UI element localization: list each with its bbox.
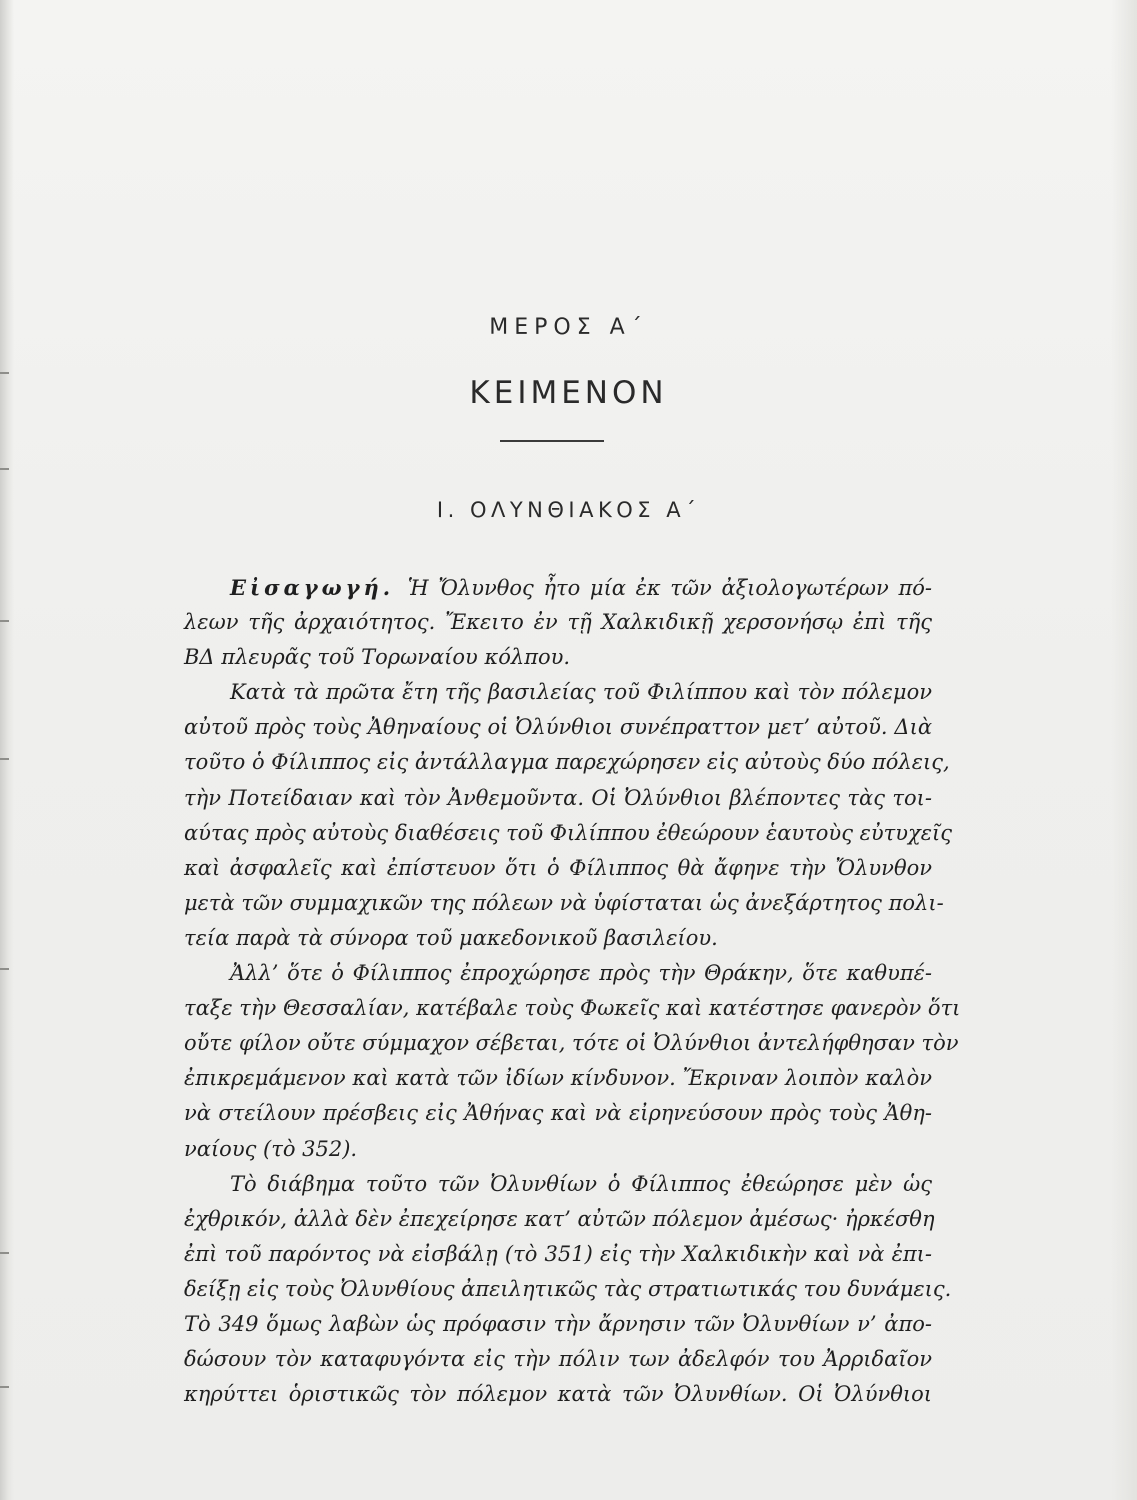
text-line: αύτας πρὸς αὐτοὺς διαθέσεις τοῦ Φιλίππου ἐθεώρουν ἑαυτοὺς εὐτυχεῖς — [184, 820, 953, 845]
binding-stitch — [0, 468, 9, 470]
text-line: οὔτε φίλον οὔτε σύμμαχον σέβεται, τότε οἱ Ὀλύνθιοι ἀντελήφθησαν τὸν — [184, 1031, 959, 1056]
text-line: τοῦτο ὁ Φίλιππος εἰς ἀντάλλαγμα παρεχώρησεν εἰς αὐτοὺς δύο πόλεις, — [184, 750, 950, 775]
text-line: νὰ στείλουν πρέσβεις εἰς Ἀθήνας καὶ νὰ εἰρηνεύσουν πρὸς τοὺς Ἀθη- — [184, 1101, 932, 1126]
text-line: τεία παρὰ τὰ σύνορα τοῦ μακεδονικοῦ βασιλείου. — [184, 925, 718, 950]
intro-label: Εἰσαγωγή. — [230, 575, 395, 600]
text-line-content: Ἡ Ὄλυνθος ἦτο μία ἐκ τῶν ἀξιολογωτέρων πό- — [407, 576, 932, 600]
text-line: Ἀλλ’ ὅτε ὁ Φίλιππος ἐπροχώρησε πρὸς τὴν Θράκην, ὅτε καθυπέ- — [230, 961, 932, 986]
text-line: Τὸ διάβημα τοῦτο τῶν Ὀλυνθίων ὁ Φίλιππος ἐθεώρησε μὲν ὡς — [230, 1171, 932, 1196]
heading-divider — [500, 440, 604, 442]
text-line: τὴν Ποτείδαιαν καὶ τὸν Ἀνθεμοῦντα. Οἱ Ὀλύνθιοι βλέποντες τὰς τοι- — [184, 785, 932, 810]
text-line: λεων τῆς ἀρχαιότητος. Ἔκειτο ἐν τῇ Χαλκιδικῇ χερσονήσῳ ἐπὶ τῆς — [184, 610, 932, 635]
paragraph — [184, 570, 932, 675]
binding-stitch — [0, 968, 9, 970]
text-line: ταξε τὴν Θεσσαλίαν, κατέβαλε τοὺς Φωκεῖς καὶ κατέστησε φανερὸν ὅτι — [184, 996, 961, 1021]
text-line: ναίους (τὸ 352). — [184, 1136, 358, 1161]
paragraph — [184, 675, 953, 956]
text-line: αὐτοῦ πρὸς τοὺς Ἀθηναίους οἱ Ὀλύνθιοι συνέπραττον μετ’ αὐτοῦ. Διὰ — [184, 715, 932, 740]
binding-edge — [0, 0, 14, 1500]
text-line — [184, 570, 932, 605]
section-heading: ΚΕΙΜΕΝΟΝ — [469, 375, 668, 411]
text-line: δώσουν τὸν καταφυγόντα εἰς τὴν πόλιν των ἀδελφόν του Ἀρριδαῖον — [184, 1347, 932, 1372]
part-heading: ΜΕΡΟΣ Α΄ — [489, 315, 648, 340]
text-line: ἐπὶ τοῦ παρόντος νὰ εἰσβάλῃ (τὸ 351) εἰς τὴν Χαλκιδικὴν καὶ νὰ ἐπι- — [184, 1241, 932, 1266]
text-line: μετὰ τῶν συμμαχικῶν της πόλεων νὰ ὑφίσταται ὡς ἀνεξάρτητος πολι- — [184, 890, 944, 915]
text-line: ΒΔ πλευρᾶς τοῦ Τορωναίου κόλπου. — [184, 645, 571, 670]
text-line: δείξῃ εἰς τοὺς Ὀλυνθίους ἀπειλητικῶς τὰς στρατιωτικάς του δυνάμεις. — [184, 1276, 952, 1301]
text-line: κηρύττει ὁριστικῶς τὸν πόλεμον κατὰ τῶν Ὀλυνθίων. Οἱ Ὀλύνθιοι — [184, 1382, 932, 1407]
binding-stitch — [0, 758, 9, 760]
binding-stitch — [0, 372, 9, 374]
page-edge-shadow — [1111, 0, 1137, 1500]
paragraph — [184, 1167, 952, 1413]
text-line: Τὸ 349 ὅμως λαβὼν ὡς πρόφασιν τὴν ἄρνησιν τῶν Ὀλυνθίων ν’ ἀπο- — [184, 1311, 932, 1336]
paragraph — [184, 956, 961, 1167]
text-line: ἐχθρικόν, ἀλλὰ δὲν ἐπεχείρησε κατ’ αὐτῶν πόλεμον ἀμέσως· ἠρκέσθη — [184, 1206, 935, 1231]
text-line: Κατὰ τὰ πρῶτα ἔτη τῆς βασιλείας τοῦ Φιλίππου καὶ τὸν πόλεμον — [230, 680, 932, 705]
text-line: ἐπικρεμάμενον καὶ κατὰ τῶν ἰδίων κίνδυνον. Ἔκριναν λοιπὸν καλὸν — [184, 1066, 932, 1091]
chapter-title: Ι. ΟΛΥΝΘΙΑΚΟΣ Α΄ — [436, 498, 701, 522]
binding-stitch — [0, 1386, 9, 1388]
text-line: καὶ ἀσφαλεῖς καὶ ἐπίστευον ὅτι ὁ Φίλιππος θὰ ἄφηνε τὴν Ὄλυνθον — [184, 855, 932, 880]
binding-stitch — [0, 620, 9, 622]
body-text — [184, 570, 961, 1412]
binding-stitch — [0, 1252, 9, 1254]
